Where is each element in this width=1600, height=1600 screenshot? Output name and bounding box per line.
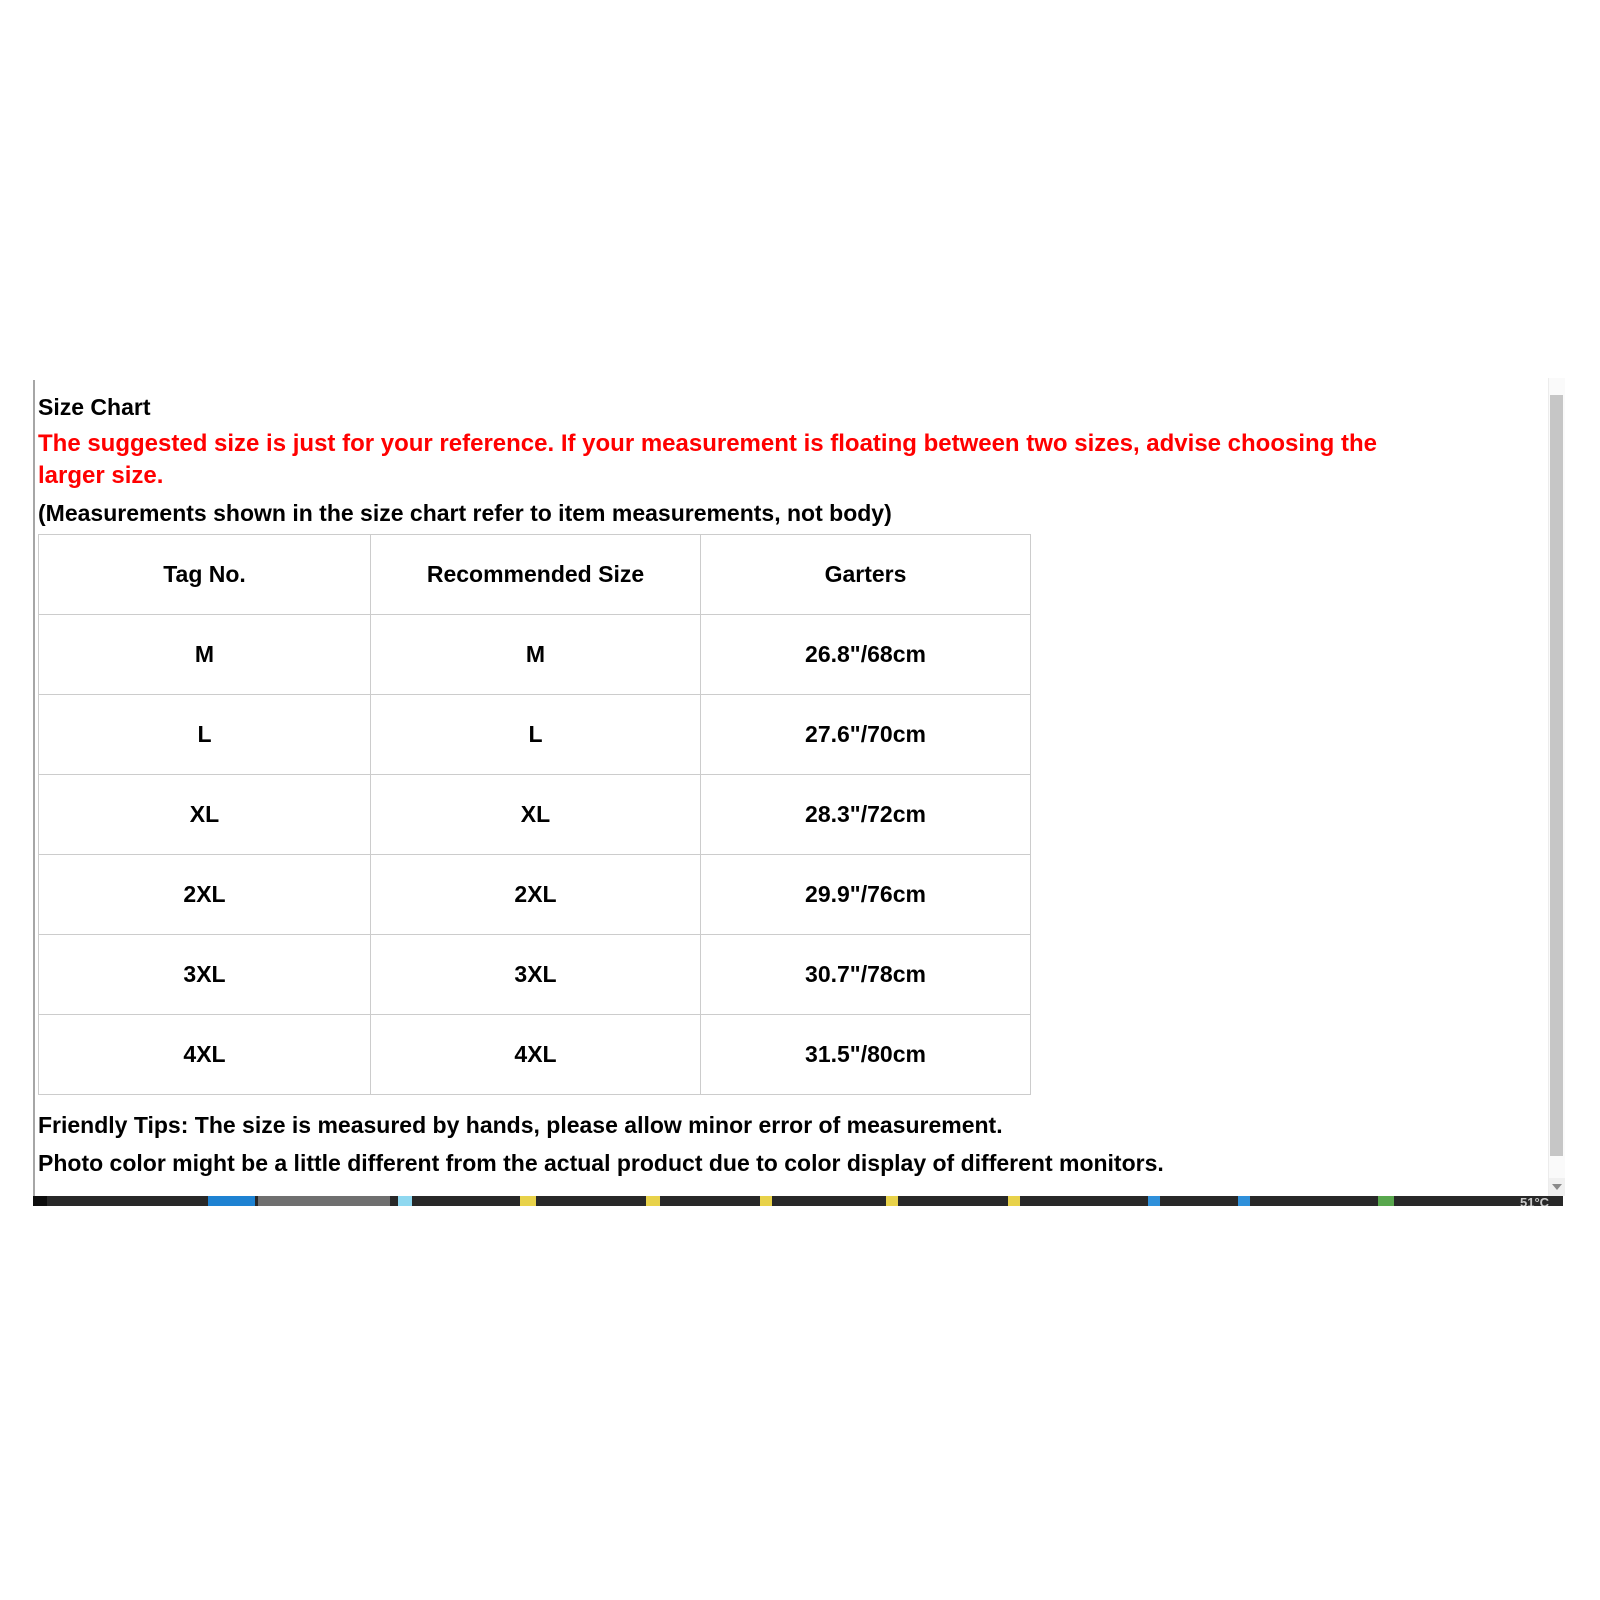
cell-size: 2XL: [371, 855, 701, 935]
size-notice: The suggested size is just for your reference. If your measurement is floating between two sizes, advise choosing the larger size.: [38, 430, 1378, 489]
content-left-border: [33, 380, 35, 1196]
page-title: Size Chart: [38, 394, 151, 420]
friendly-tips-line: Friendly Tips: The size is measured by hands, please allow minor error of measurement.: [38, 1112, 1003, 1138]
cell-size: 4XL: [371, 1015, 701, 1095]
icon-speck-blue-1: [1148, 1196, 1160, 1206]
cell-garters: 28.3"/72cm: [701, 775, 1031, 855]
cell-tag: M: [39, 615, 371, 695]
scrollbar-thumb[interactable]: [1550, 395, 1563, 1156]
vertical-scrollbar[interactable]: [1548, 378, 1565, 1196]
table-row: [39, 855, 1031, 935]
table-row: [39, 695, 1031, 775]
icon-speck-yellow-2: [646, 1196, 660, 1206]
cell-tag: 3XL: [39, 935, 371, 1015]
icon-speck-yellow-1: [520, 1196, 536, 1206]
icon-speck-yellow-4: [886, 1196, 898, 1206]
table-header-row: [39, 535, 1031, 615]
taskbar-button-active[interactable]: [208, 1196, 255, 1206]
table-row: [39, 935, 1031, 1015]
cell-size: 3XL: [371, 935, 701, 1015]
start-square: [33, 1196, 47, 1206]
cell-tag: 4XL: [39, 1015, 371, 1095]
icon-speck-blue-2: [1238, 1196, 1250, 1206]
cell-garters: 29.9"/76cm: [701, 855, 1031, 935]
taskbar-strip[interactable]: [33, 1196, 1563, 1206]
photo-color-tips-line: Photo color might be a little different from the actual product due to color display of different monitors.: [38, 1150, 1164, 1176]
size-chart-section: [38, 392, 1450, 1178]
taskbar-temperature: 51°C: [1520, 1196, 1550, 1206]
icon-speck-green: [1378, 1196, 1394, 1206]
cell-tag: 2XL: [39, 855, 371, 935]
header-recommended-size: Recommended Size: [371, 535, 701, 615]
cell-tag: L: [39, 695, 371, 775]
cell-garters: 30.7"/78cm: [701, 935, 1031, 1015]
table-row: [39, 1015, 1031, 1095]
cell-garters: 31.5"/80cm: [701, 1015, 1031, 1095]
table-row: [39, 775, 1031, 855]
cell-tag: XL: [39, 775, 371, 855]
cell-garters: 27.6"/70cm: [701, 695, 1031, 775]
cell-size: XL: [371, 775, 701, 855]
cell-size: L: [371, 695, 701, 775]
measurement-note: (Measurements shown in the size chart refer to item measurements, not body): [38, 500, 892, 526]
icon-speck-yellow-5: [1008, 1196, 1020, 1206]
chevron-down-icon: [1552, 1184, 1562, 1190]
cell-size: M: [371, 615, 701, 695]
cell-garters: 26.8"/68cm: [701, 615, 1031, 695]
scrollbar-down-button[interactable]: [1549, 1178, 1565, 1196]
header-tag-no: Tag No.: [39, 535, 371, 615]
size-chart-table: [38, 534, 1031, 1095]
table-row: [39, 615, 1031, 695]
icon-speck-yellow-3: [760, 1196, 772, 1206]
icon-speck-lightblue: [398, 1196, 412, 1206]
taskbar-button[interactable]: [258, 1196, 390, 1206]
header-garters: Garters: [701, 535, 1031, 615]
